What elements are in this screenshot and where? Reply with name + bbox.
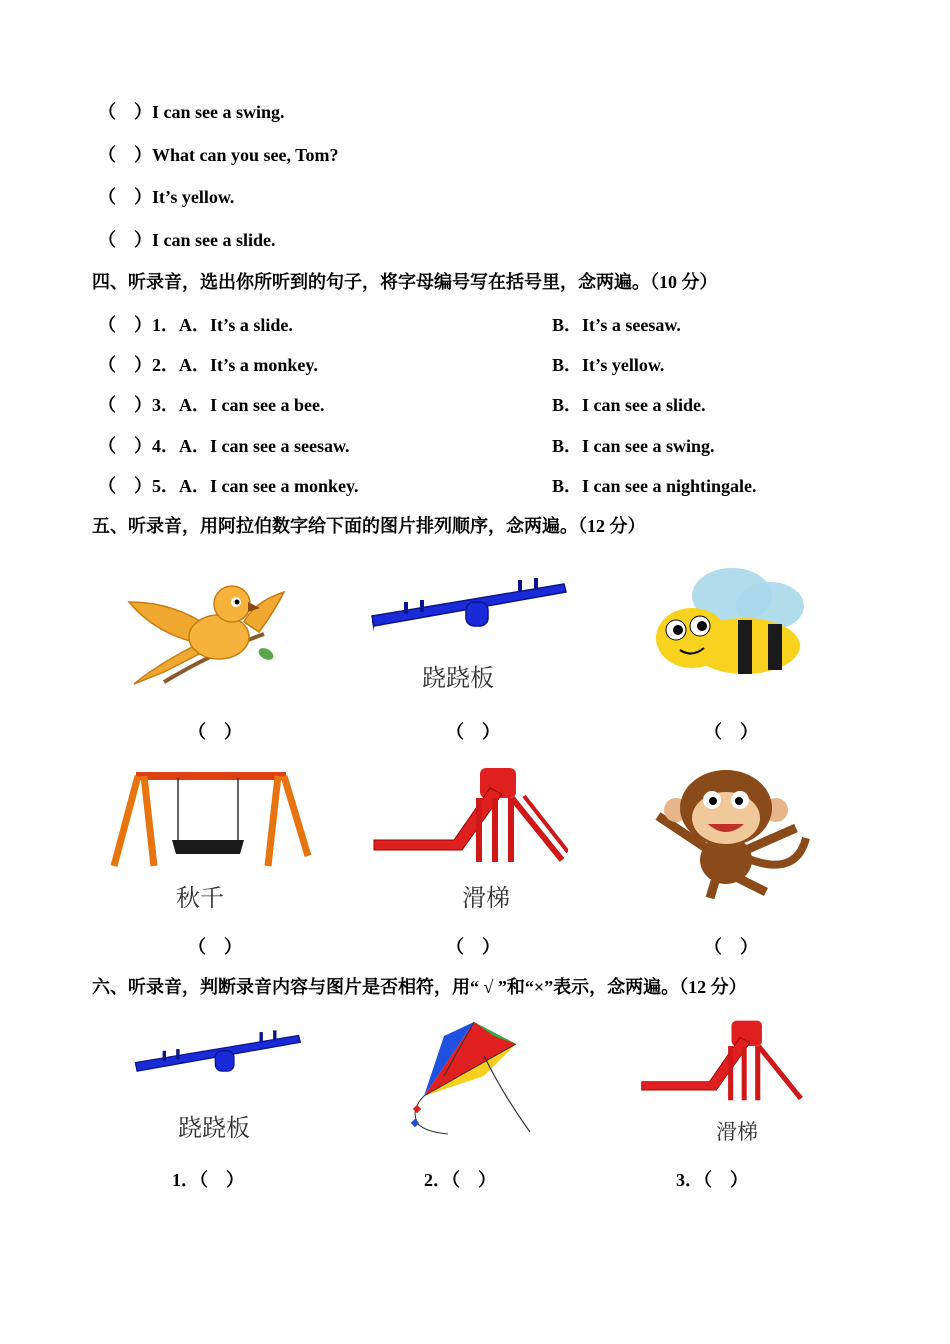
dialogue-line-2: （ ）What can you see, Tom? (98, 145, 339, 165)
question-3: （ ）3．A．I can see a bee. (98, 395, 325, 415)
option-b-2: B．It’s yellow. (552, 355, 665, 375)
option-b-1: B．It’s a seesaw. (552, 315, 681, 335)
slide-picture (372, 768, 568, 868)
answer-blank[interactable]: （ ） (98, 395, 152, 415)
answer-blank[interactable]: （ ） (98, 315, 152, 335)
answer-blank[interactable]: （ ） (199, 1170, 244, 1190)
seesaw-label-2: 跷跷板 (178, 1114, 250, 1142)
section6-title: 六、听录音，判断录音内容与图片是否相符，用“ √ ”和“×”表示，念两遍。（12 分） (92, 977, 747, 997)
dialogue-line-3: （ ）It’s yellow. (98, 187, 235, 207)
option-b-5: B．I can see a nightingale. (552, 476, 757, 496)
seesaw-label: 跷跷板 (422, 664, 494, 692)
slide-picture-2 (640, 1020, 806, 1106)
option-b-3: B．I can see a slide. (552, 395, 706, 415)
question-1: （ ）1．A．It’s a slide. (98, 315, 293, 335)
bee-picture (650, 566, 810, 686)
answer-blank[interactable]: （ ） (98, 145, 152, 165)
judge-item-3: 3．（ ） (676, 1170, 748, 1190)
judge-item-2: 2．（ ） (424, 1170, 496, 1190)
seesaw-picture (368, 572, 568, 642)
swing-picture (108, 770, 314, 870)
section4-title: 四、听录音，选出你所听到的句子，将字母编号写在括号里，念两遍。（10 分） (92, 272, 718, 292)
option-b-4: B．I can see a swing. (552, 436, 715, 456)
answer-blank[interactable]: （ ） (98, 355, 152, 375)
order-blank-bee[interactable]: （ ） (704, 722, 758, 742)
question-2: （ ）2．A．It’s a monkey. (98, 355, 318, 375)
answer-blank[interactable]: （ ） (98, 230, 152, 250)
answer-blank[interactable]: （ ） (98, 476, 152, 496)
bird-picture (124, 572, 294, 692)
swing-label: 秋千 (176, 884, 224, 912)
order-blank-seesaw[interactable]: （ ） (446, 722, 500, 742)
answer-blank[interactable]: （ ） (98, 187, 152, 207)
slide-label: 滑梯 (462, 884, 510, 912)
answer-blank[interactable]: （ ） (703, 1170, 748, 1190)
order-blank-swing[interactable]: （ ） (188, 937, 242, 957)
judge-item-1: 1．（ ） (172, 1170, 244, 1190)
slide-label-2: 滑梯 (716, 1120, 758, 1144)
order-blank-slide[interactable]: （ ） (446, 937, 500, 957)
question-5: （ ）5．A．I can see a monkey. (98, 476, 359, 496)
question-4: （ ）4．A．I can see a seesaw. (98, 436, 350, 456)
dialogue-line-1: （ ）I can see a swing. (98, 102, 285, 122)
order-blank-monkey[interactable]: （ ） (704, 937, 758, 957)
dialogue-line-4: （ ）I can see a slide. (98, 230, 276, 250)
order-blank-bird[interactable]: （ ） (188, 722, 242, 742)
answer-blank[interactable]: （ ） (98, 436, 152, 456)
answer-blank[interactable]: （ ） (451, 1170, 496, 1190)
seesaw-picture-2 (132, 1024, 302, 1086)
kite-picture (404, 1016, 534, 1140)
answer-blank[interactable]: （ ） (98, 102, 152, 122)
monkey-picture (646, 768, 812, 902)
section5-title: 五、听录音，用阿拉伯数字给下面的图片排列顺序，念两遍。（12 分） (92, 516, 646, 536)
